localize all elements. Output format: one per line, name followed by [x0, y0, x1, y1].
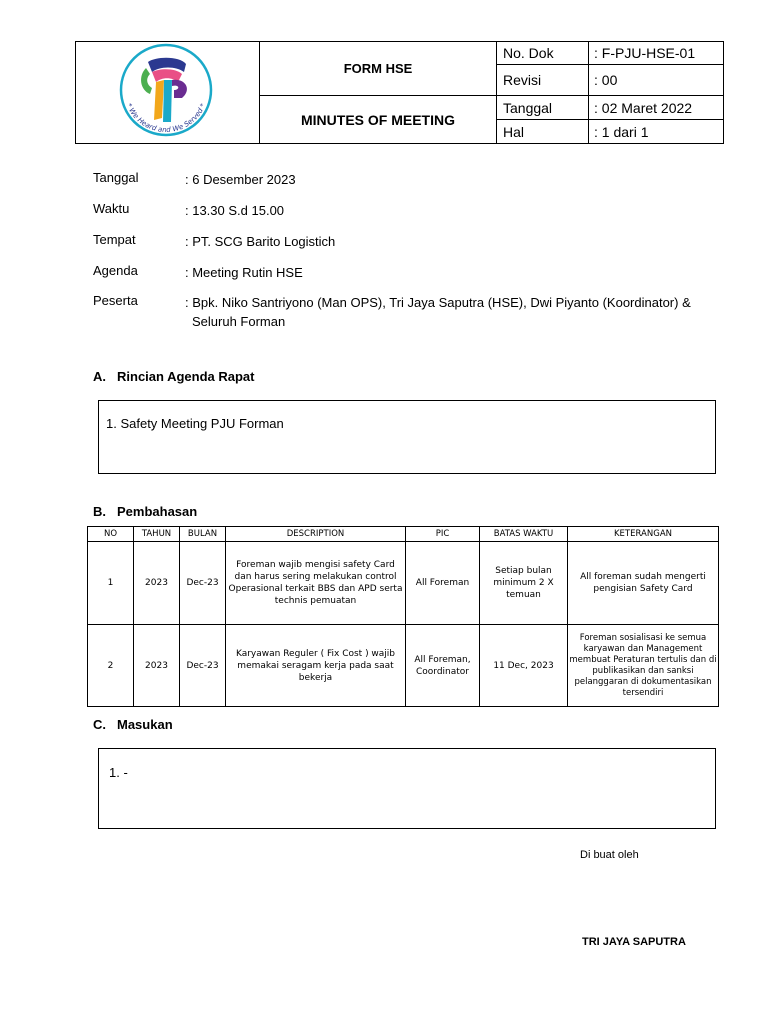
- table-row: [88, 542, 719, 625]
- col-header-bulan: BULAN: [180, 527, 226, 542]
- section-a-title: [93, 369, 254, 384]
- meta-value-tanggal: : 02 Maret 2022: [589, 96, 723, 120]
- info-label: Waktu: [93, 201, 130, 216]
- cell-description: Karyawan Reguler ( Fix Cost ) wajib memakai seragam kerja pada saat bekerja: [226, 625, 406, 707]
- logo-motto: * We Heard and We Served *: [124, 102, 208, 135]
- table-header-row: [88, 527, 719, 542]
- section-c-title: [93, 717, 173, 732]
- col-header-batas-waktu: BATAS WAKTU: [480, 527, 568, 542]
- meta-label-tanggal: Tanggal: [497, 96, 589, 120]
- cell-bulan: Dec-23: [180, 542, 226, 625]
- cell-bulan: Dec-23: [180, 625, 226, 707]
- doc-title: MINUTES OF MEETING: [260, 96, 497, 143]
- info-value: : 6 Desember 2023: [185, 172, 296, 187]
- agenda-item: 1. Safety Meeting PJU Forman: [106, 416, 284, 431]
- info-label: Tempat: [93, 232, 136, 247]
- table-row: [88, 625, 719, 707]
- document-header: [75, 41, 724, 144]
- made-by-label: Di buat oleh: [580, 849, 639, 861]
- company-logo: [76, 42, 260, 143]
- col-header-pic: PIC: [406, 527, 480, 542]
- logo-cell: [76, 42, 260, 143]
- peserta-line-1: : Bpk. Niko Santriyono (Man OPS), Tri Jaya Saputra (HSE), Dwi Piyanto (Koordinator) &: [185, 295, 691, 310]
- meta-label-hal: Hal: [497, 120, 589, 143]
- info-label: Tanggal: [93, 170, 139, 185]
- col-header-description: DESCRIPTION: [226, 527, 406, 542]
- meta-value-no-dok: : F-PJU-HSE-01: [589, 42, 723, 65]
- form-title: FORM HSE: [260, 42, 497, 96]
- cell-pic: All Foreman: [406, 542, 480, 625]
- cell-description: Foreman wajib mengisi safety Card dan harus sering melakukan control Operasional terkait BBS dan APD serta technis pemuatan: [226, 542, 406, 625]
- meta-label-no-dok: No. Dok: [497, 42, 589, 65]
- meta-label-revisi: Revisi: [497, 65, 589, 96]
- section-title-text: Masukan: [117, 717, 173, 732]
- cell-no: 2: [88, 625, 134, 707]
- info-value: : 13.30 S.d 15.00: [185, 203, 285, 218]
- masukan-item: 1. -: [109, 765, 128, 780]
- meta-value-revisi: : 00: [589, 65, 723, 96]
- section-b-title: [93, 504, 197, 519]
- cell-keterangan: Foreman sosialisasi ke semua karyawan dan Management membuat Peraturan tertulis dan di publikasikan dan sanksi pelanggaran di dokumentasikan tersendiri: [568, 625, 719, 707]
- section-title-text: Pembahasan: [117, 504, 198, 519]
- cell-tahun: 2023: [134, 542, 180, 625]
- section-letter: A.: [93, 369, 106, 384]
- section-letter: B.: [93, 504, 106, 519]
- masukan-box: [98, 748, 716, 829]
- signatory-name: TRI JAYA SAPUTRA: [582, 936, 686, 948]
- section-letter: C.: [93, 717, 106, 732]
- meta-value-hal: : 1 dari 1: [594, 123, 649, 140]
- cell-keterangan: All foreman sudah mengerti pengisian Safety Card: [568, 542, 719, 625]
- col-header-tahun: TAHUN: [134, 527, 180, 542]
- col-header-keterangan: KETERANGAN: [568, 527, 719, 542]
- peserta-line-2: Seluruh Forman: [192, 314, 286, 329]
- info-value: : Meeting Rutin HSE: [185, 265, 303, 280]
- info-value: [185, 293, 705, 331]
- agenda-box: [98, 400, 716, 474]
- cell-batas-waktu: 11 Dec, 2023: [480, 625, 568, 707]
- col-header-no: NO: [88, 527, 134, 542]
- cell-batas-waktu: Setiap bulan minimum 2 X temuan: [480, 542, 568, 625]
- info-label: Peserta: [93, 293, 138, 308]
- section-title-text: Rincian Agenda Rapat: [117, 369, 255, 384]
- discussion-table: [87, 526, 719, 707]
- cell-pic: All Foreman, Coordinator: [406, 625, 480, 707]
- info-label: Agenda: [93, 263, 138, 278]
- info-value: : PT. SCG Barito Logistich: [185, 234, 336, 249]
- cell-tahun: 2023: [134, 625, 180, 707]
- cell-no: 1: [88, 542, 134, 625]
